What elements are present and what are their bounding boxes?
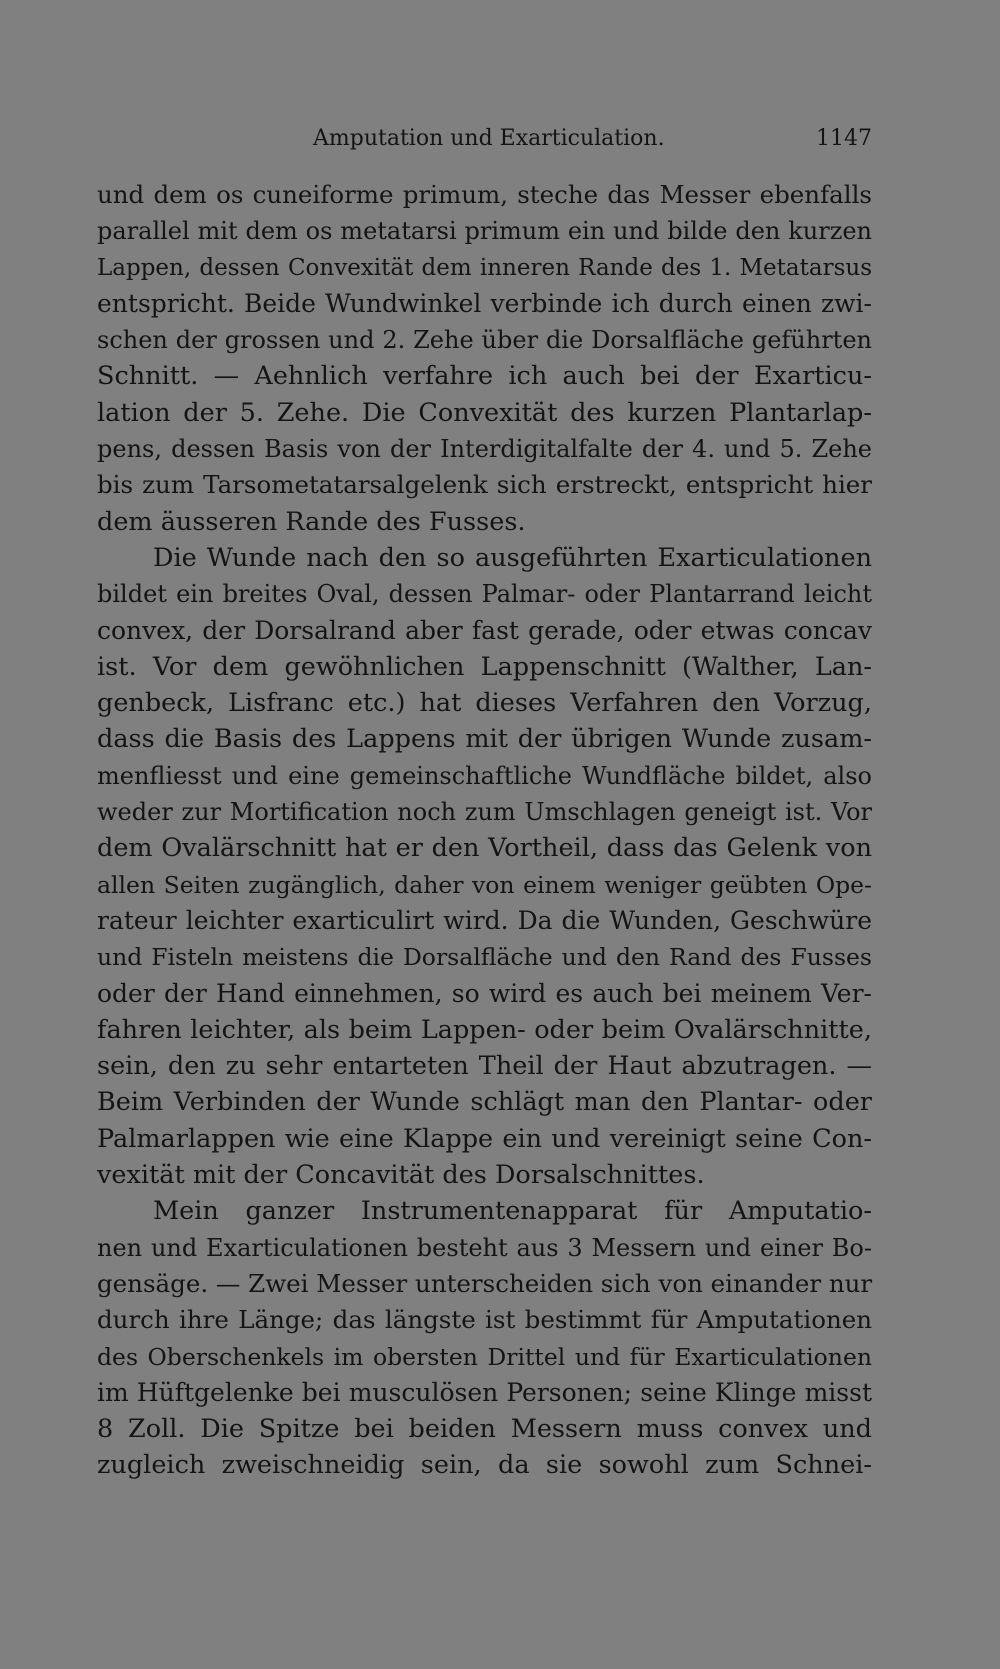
text-line: oder der Hand einnehmen, so wird es auch bei meinem Ver- [97,978,872,1008]
text-line: rateur leichter exarticulirt wird. Da die Wunden, Geschwüre [97,905,872,935]
running-title: Amputation und Exarticulation. [313,126,665,151]
text-line: entspricht. Beide Wundwinkel verbinde ich durch einen zwi- [97,288,872,318]
text-line: schen der grossen und 2. Zehe über die Dorsalfläche geführten [97,326,872,355]
text-line: genbeck, Lisfranc etc.) hat dieses Verfahren den Vorzug, [97,688,872,719]
text-line: convex, der Dorsalrand aber fast gerade, oder etwas concav [97,615,872,645]
text-line: dem äusseren Rande des Fusses. [97,506,526,537]
text-line: durch ihre Länge; das längste ist bestimmt für Amputationen [97,1305,872,1335]
text-line: und Fisteln meistens die Dorsalfläche und den Rand des Fusses [97,943,872,972]
text-line: Schnitt. — Aehnlich verfahre ich auch bei der Exarticu- [97,361,872,392]
text-line: pens, dessen Basis von der Interdigitalfalte der 4. und 5. Zehe [97,435,872,464]
text-line: menfliesst und eine gemeinschaftliche Wundfläche bildet, also [97,761,872,790]
text-line: zugleich zweischneidig sein, da sie sowohl zum Schnei- [97,1450,872,1481]
text-line: ist. Vor dem gewöhnlichen Lappenschnitt (Walther, Lan- [97,651,872,682]
text-line: Die Wunde nach den so ausgeführten Exarticulationen [153,542,872,573]
text-line: parallel mit dem os metatarsi primum ein und bilde den kurzen [97,217,872,246]
text-line: bildet ein breites Oval, dessen Palmar- oder Plantarrand leicht [97,580,872,609]
text-line: vexität mit der Concavität des Dorsalschnittes. [97,1160,705,1191]
text-line: des Oberschenkels im obersten Drittel und für Exarticulationen [97,1342,872,1371]
text-line: nen und Exarticulationen besteht aus 3 Messern und einer Bo- [97,1233,872,1262]
body-text [97,177,872,1484]
text-line: dass die Basis des Lappens mit der übrigen Wunde zusam- [97,724,872,755]
text-line: 8 Zoll. Die Spitze bei beiden Messern muss convex und [97,1414,872,1445]
text-line: allen Seiten zugänglich, daher von einem weniger geübten Ope- [97,870,872,899]
text-line: und dem os cuneiforme primum, steche das Messer ebenfalls [97,180,872,209]
text-line: weder zur Mortification noch zum Umschlagen geneigt ist. Vor [97,798,872,827]
running-head [97,122,872,156]
text-line: Lappen, dessen Convexität dem inneren Rande des 1. Metatarsus [97,254,872,281]
text-line: Palmarlappen wie eine Klappe ein und vereinigt seine Con- [97,1123,872,1154]
text-line: sein, den zu sehr entarteten Theil der Haut abzutragen. — [97,1051,872,1082]
text-line: Beim Verbinden der Wunde schlägt man den Plantar- oder [97,1087,872,1118]
page-number: 1147 [816,126,872,151]
text-line: gensäge. — Zwei Messer unterscheiden sich von einander nur [97,1268,873,1298]
text-line: im Hüftgelenke bei musculösen Personen; seine Klinge misst [97,1377,872,1407]
text-line: Mein ganzer Instrumentenapparat für Amputatio- [153,1196,872,1227]
text-line: fahren leichter, als beim Lappen- oder beim Ovalärschnitte, [97,1014,872,1045]
text-line: lation der 5. Zehe. Die Convexität des kurzen Plantarlap- [97,397,872,428]
text-line: bis zum Tarsometatarsalgelenk sich erstreckt, entspricht hier [97,470,872,500]
text-line: dem Ovalärschnitt hat er den Vortheil, dass das Gelenk von [97,833,872,864]
